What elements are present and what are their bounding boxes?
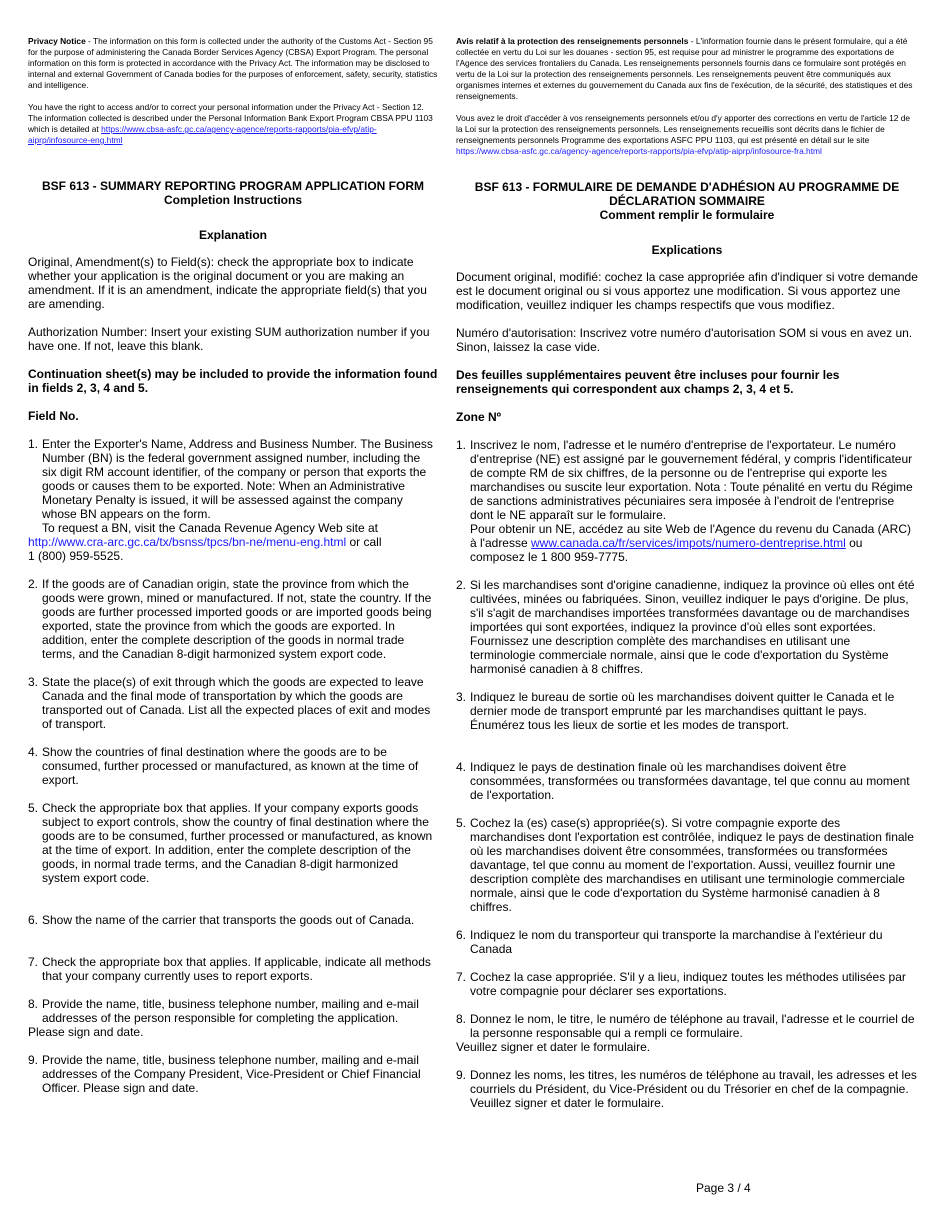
item-number: 4. (456, 760, 467, 774)
item-number: 2. (28, 577, 39, 591)
item-number: 8. (456, 1012, 467, 1026)
field-item-4-en (28, 745, 438, 787)
form-title-line1-fr: BSF 613 - FORMULAIRE DE DEMANDE D'ADHÉSION AU PROGRAMME DE DÉCLARATION SOMMAIRE (474, 180, 900, 208)
authorization-number-text-en: Authorization Number: Insert your existing SUM authorization number if you have one. If not, leave this blank. (28, 325, 430, 353)
item-text: Cochez la (es) case(s) appropriée(s). Si votre compagnie exporte des marchandises dont l'exportation est contrôlée, indiquez le pays de destination finale où les marchandises doivent être consommées, transformées ou transformées davantage, tel que connu au moment de l'exportation. Aussi, veuillez fournir une description complète des marchandises en utilisant une terminologie commerciale normale, ainsi que le code d'exportation du Système harmonisé canadien à 8 chiffres. (470, 816, 914, 914)
item-text: Cochez la case appropriée. S'il y a lieu, indiquez toutes les méthodes utilisées par votre compagnie pour déclarer ses exportations. (470, 970, 906, 998)
explanation-heading-en: Explanation (198, 228, 267, 242)
rights-text-fr: Vous avez le droit d'accéder à vos renseignements personnels et/ou d'y apporter des corrections en vertu de l'article 12 de la Loi sur la protection des renseignements personnels. Les renseignements recueillis sont décrits dans le fichier de renseignements personnels Programme des exportations ASFC PPU 1103, qui est présenté en détail sur le site (456, 113, 911, 145)
field-item-7-fr (456, 970, 918, 998)
item-number: 7. (28, 955, 39, 969)
item1-phone-en: 1 (800) 959-5525. (28, 549, 124, 563)
field-item-5-en (28, 801, 438, 885)
infosource-link-fr[interactable]: https://www.cbsa-asfc.gc.ca/agency-agence/reports-rapports/pia-efvp/atip-aiprp/infosource-fra.html (456, 146, 822, 156)
field-item-3-fr (456, 690, 918, 732)
item-text: Show the name of the carrier that transports the goods out of Canada. (42, 913, 415, 927)
form-title-line1-en: BSF 613 - SUMMARY REPORTING PROGRAM APPLICATION FORM (41, 179, 425, 193)
item1-request-text-en: To request a BN, visit the Canada Revenue Agency Web site at (42, 521, 378, 535)
item-number: 6. (456, 928, 467, 942)
field-item-3-en (28, 675, 438, 731)
field-item-7-en (28, 955, 438, 983)
item-number: 8. (28, 997, 39, 1011)
field-item-4-fr (456, 760, 918, 802)
cra-bn-link-en[interactable]: http://www.cra-arc.gc.ca/tx/bsnss/tpcs/bn-ne/menu-eng.html (28, 535, 347, 549)
explanation-heading-fr: Explications (651, 243, 723, 257)
item-text: Donnez le nom, le titre, le numéro de téléphone au travail, l'adresse et le courriel de la personne responsable qui a rempli ce formulaire. (470, 1012, 915, 1040)
field-item-9-en (28, 1053, 438, 1095)
infosource-link-en[interactable]: https://www.cbsa-asfc.gc.ca/agency-agence/reports-rapports/pia-efvp/atip-aiprp/infosource-eng.html (28, 124, 377, 145)
original-amendment-text-en: Original, Amendment(s) to Field(s): check the appropriate box to indicate whether your application is the original document or you are making an amendment. If it is an amendment, indicate the appropriate field(s) that you are amending. (28, 255, 427, 311)
item-number: 1. (456, 438, 467, 452)
item-text: Indiquez le pays de destination finale où les marchandises doivent être consommées, transformées ou transformées davantage, tel que connu au moment de l'exportation. (470, 760, 910, 802)
field-item-8-fr (456, 1012, 918, 1054)
field-item-1-fr (456, 438, 918, 564)
field-heading-fr: Zone Nº (456, 410, 502, 424)
item-number: 9. (28, 1053, 39, 1067)
item-number: 5. (456, 816, 467, 830)
form-title-line2-fr: Comment remplir le formulaire (599, 208, 775, 222)
item1-call-text-en: or call (346, 535, 382, 549)
item-number: 1. (28, 437, 39, 451)
page-number: Page 3 / 4 (696, 1181, 751, 1195)
english-column (28, 36, 438, 1095)
rights-notice-fr (456, 113, 918, 157)
privacy-text-fr: - L'information fournie dans le présent formulaire, qui a été collectée en vertu du Loi sur les douanes - section 95, est requise pour ad ministrer le programme des exportations de l'Agence des services frontaliers du Canada. Les renseignements personnels fournis dans ce formulaire sont protégés en vertu de la Loi sur la protection des renseignements personnels. Les renseignements peuvent être communiqués aux organismes internes et externes du gouvernement du Canada aux fins de l'exécution, de la sécurité, des statistiques et des renseignements. (456, 36, 913, 101)
field-item-9-fr (456, 1068, 918, 1110)
item1-request-text-fr: Pour obtenir un NE, accédez au site Web de l'Agence du revenu du Canada (ARC) à l'adresse (470, 522, 911, 550)
french-column (456, 36, 918, 1110)
item-text: Donnez les noms, les titres, les numéros de téléphone au travail, les adresses et les courriels du Président, du Vice-Président ou du Trésorier en chef de la compagnie. Veuillez signer et dater le formulaire. (470, 1068, 917, 1110)
privacy-notice-en (28, 36, 438, 91)
item-text: Indiquez le bureau de sortie où les marchandises doivent quitter le Canada et le dernier mode de transport emprunté par les marchandises quittant le pays. Énumérez tous les lieux de sortie et les modes de transport. (470, 690, 895, 732)
item-number: 9. (456, 1068, 467, 1082)
field-heading-en: Field No. (28, 409, 79, 423)
rights-notice-en (28, 102, 438, 146)
item8-sign-fr: Veuillez signer et dater le formulaire. (456, 1040, 651, 1054)
item-text: Indiquez le nom du transporteur qui transporte la marchandise à l'extérieur du Canada (470, 928, 883, 956)
original-amendment-text-fr: Document original, modifié: cochez la case appropriée afin d'indiquer si votre demande est le document original ou si vous apportez une modification. Si vous apportez une modification, veuillez indiquer les champs respectifs que vous modifiez. (456, 270, 918, 312)
form-title-line2-en: Completion Instructions (164, 193, 302, 207)
item-number: 4. (28, 745, 39, 759)
item-number: 2. (456, 578, 467, 592)
form-title-en (28, 179, 438, 207)
item-text: Inscrivez le nom, l'adresse et le numéro d'entreprise de l'exportateur. Le numéro d'entreprise (NE) est assigné par le gouvernement fédéral, y compris l'identificateur de compte RM de six chiffres, de la personne ou de l'entreprise qui exporte les marchandises ou suscite leur exportation. Nota : Toute pénalité en vertu du Régime de sanctions administratives pécuniaires sera imposée à l'endroit de l'entreprise dont le NE apparaît sur le formulaire. (470, 438, 913, 522)
item-text: Provide the name, title, business telephone number, mailing and e-mail addresses of the person responsible for completing the application. (42, 997, 419, 1025)
privacy-text-en: - The information on this form is collected under the authority of the Customs Act - Section 95 for the purpose of administering the Canada Border Services Agency (CBSA) Export Program. The personal information on this form is protected in accordance with the Privacy Act. The information may be disclosed to internal and external Government of Canada bodies for the purposes of enforcement, safety, security, statistics and intelligence. (28, 36, 438, 90)
item8-sign-en: Please sign and date. (28, 1025, 144, 1039)
item-number: 6. (28, 913, 39, 927)
item-text: Check the appropriate box that applies. If your company exports goods subject to export controls, show the country of final destination where the goods are to be consumed, further processed or manufactured, as known at the time of export. In addition, enter the complete description of the goods, in normal trade terms, and the Canadian 8-digit harmonized system export code. (42, 801, 433, 885)
rights-text-en: You have the right to access and/or to correct your personal information under the Privacy Act - Section 12. The information collected is described under the Personal Information Bank Export Program CBSA PPU 1103 which is detailed at (28, 102, 433, 134)
cra-bn-link-fr[interactable]: www.canada.ca/fr/services/impots/numero-dentreprise.html (531, 536, 846, 550)
privacy-label-en: Privacy Notice (28, 36, 86, 46)
field-item-8-en (28, 997, 438, 1039)
field-item-5-fr (456, 816, 918, 914)
item-text: If the goods are of Canadian origin, state the province from which the goods were grown, mined or manufactured. If not, state the country. If the goods are further processed imported goods or are imported goods being exported, state the province from which the goods are exported. In addition, enter the complete description of the goods in normal trade terms, and the Canadian 8-digit harmonized system export code. (42, 577, 432, 661)
item-text: Provide the name, title, business telephone number, mailing and e-mail addresses of the Company President, Vice-President or Chief Financial Officer. Please sign and date. (42, 1053, 421, 1095)
continuation-text-en: Continuation sheet(s) may be included to provide the information found in fields 2, 3, 4 and 5. (28, 367, 438, 395)
continuation-text-fr: Des feuilles supplémentaires peuvent être incluses pour fournir les renseignements qui correspondent aux champs 2, 3, 4 et 5. (456, 368, 840, 396)
item-text: Enter the Exporter's Name, Address and Business Number. The Business Number (BN) is the federal government assigned number, including the six digit RM account identifier, of the company or person that exports the goods or causes them to be exported. Note: When an Administrative Monetary Penalty is issued, it will be assessed against the company whose BN appears on the form. (42, 437, 433, 521)
privacy-notice-fr (456, 36, 918, 102)
field-item-1-en (28, 437, 438, 563)
field-item-6-en (28, 913, 438, 927)
authorization-number-text-fr: Numéro d'autorisation: Inscrivez votre numéro d'autorisation SOM si vous en avez un. Sinon, laissez la case vide. (456, 326, 913, 354)
privacy-label-fr: Avis relatif à la protection des renseignements personnels (456, 36, 689, 46)
item-number: 3. (28, 675, 39, 689)
item-text: State the place(s) of exit through which the goods are expected to leave Canada and the final mode of transportation by which the goods are transported out of Canada. List all the expected places of exit and modes of transport. (42, 675, 431, 731)
form-title-fr (456, 180, 918, 222)
item-text: Show the countries of final destination where the goods are to be consumed, further processed or manufactured, as known at the time of export. (42, 745, 419, 787)
item1-call-text-fr: ou composez le 1 800 959-7775. (470, 536, 863, 564)
field-item-6-fr (456, 928, 918, 956)
field-item-2-fr (456, 578, 918, 676)
item-number: 7. (456, 970, 467, 984)
item-text: Si les marchandises sont d'origine canadienne, indiquez la province où elles ont été cultivées, minées ou fabriquées. Sinon, veuillez indiquer le pays d'origine. De plus, s'il s'agit de marchandises importées transformées davantage ou de marchandises importées qui sont exportées, indiquez la province d'où elles sont exportées. Fournissez une description complète des marchandises en utilisant une terminologie commerciale normale, ainsi que le code d'exportation du Système harmonisé canadien à 8 chiffres. (470, 578, 915, 676)
item-number: 3. (456, 690, 467, 704)
field-item-2-en (28, 577, 438, 661)
item-number: 5. (28, 801, 39, 815)
item-text: Check the appropriate box that applies. If applicable, indicate all methods that your company currently uses to report exports. (42, 955, 431, 983)
